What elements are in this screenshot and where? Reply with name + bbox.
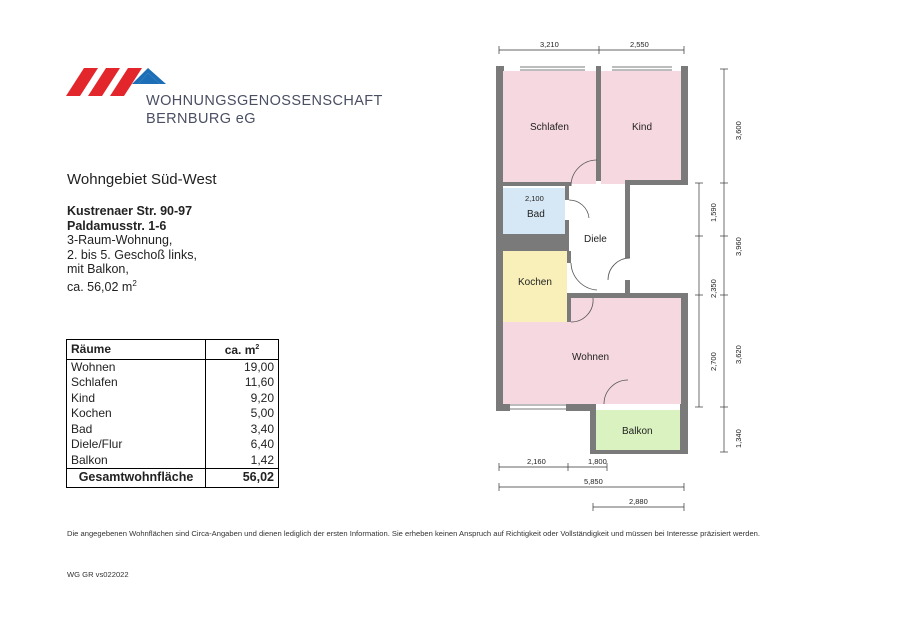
street-1: Kustrenaer Str. 90-97: [67, 204, 193, 218]
row-area: 1,42: [206, 453, 279, 469]
label-wohnen: Wohnen: [572, 352, 610, 363]
dim-right-3: 3,960: [734, 237, 743, 256]
header-room: Räume: [67, 340, 206, 360]
header-area-text: ca. m: [224, 343, 256, 357]
dim-right-6: 2,700: [709, 352, 718, 371]
dim-bottom-2: 1,800: [588, 457, 607, 466]
row-room: Kind: [71, 390, 96, 405]
dim-top-left: 3,210: [540, 40, 559, 49]
total-value: 56,02: [206, 469, 279, 488]
total-label: Gesamtwohnfläche: [67, 469, 206, 488]
floor-info: 2. bis 5. Geschoß links,: [67, 247, 197, 262]
header-area-sup: 2: [255, 344, 260, 351]
version-code: WG GR vs022022: [67, 570, 129, 579]
dim-bottom-1: 2,160: [527, 457, 546, 466]
size-sup: 2: [132, 278, 137, 288]
size-text: ca. 56,02 m: [67, 279, 133, 294]
balcony-info: mit Balkon,: [67, 262, 129, 276]
dim-top-right: 2,550: [630, 40, 649, 49]
row-area: 19,00: [206, 359, 279, 375]
row-area: 9,20: [206, 391, 279, 407]
disclaimer: Die angegebenen Wohnflächen sind Circa-Angaben und dienen lediglich der ersten Information. Sie erheben keinen Anspruch auf Richtigkeit oder Vollständigkeit und müssen bei Interesse präzisiert werden.: [67, 529, 761, 538]
row-area: 5,00: [206, 406, 279, 422]
row-room: Wohnen: [71, 359, 116, 374]
label-bad-dim: 2,100: [525, 194, 544, 203]
label-schlafen: Schlafen: [530, 122, 569, 133]
row-room: Kochen: [71, 406, 112, 420]
dim-bottom-right: 2,880: [629, 497, 648, 506]
row-area: 11,60: [206, 375, 279, 391]
dim-right-5: 3,620: [734, 345, 743, 364]
label-bad: Bad: [527, 209, 545, 220]
dim-bottom-total: 5,850: [584, 477, 603, 486]
row-room: Balkon: [71, 452, 108, 467]
dim-right-1: 3,600: [734, 121, 743, 140]
apartment-type: 3-Raum-Wohnung,: [67, 233, 173, 247]
dim-right-4: 2,350: [709, 279, 718, 298]
label-diele: Diele: [584, 234, 607, 245]
label-kochen: Kochen: [518, 277, 552, 288]
dim-right-2: 1,590: [709, 203, 718, 222]
row-room: Bad: [71, 421, 93, 436]
label-kind: Kind: [632, 122, 653, 133]
area-title: Wohngebiet Süd-West: [67, 171, 217, 188]
street-2: Paldamusstr. 1-6: [67, 218, 167, 233]
row-area: 6,40: [206, 437, 279, 453]
row-room: Diele/Flur: [71, 437, 123, 451]
row-area: 3,40: [206, 422, 279, 438]
company-name-line2: BERNBURG eG: [146, 111, 256, 127]
label-balkon: Balkon: [622, 426, 653, 437]
dim-right-7: 1,340: [734, 429, 743, 448]
row-room: Schlafen: [71, 375, 118, 389]
company-name-line1: WOHNUNGSGENOSSENSCHAFT: [146, 93, 383, 109]
